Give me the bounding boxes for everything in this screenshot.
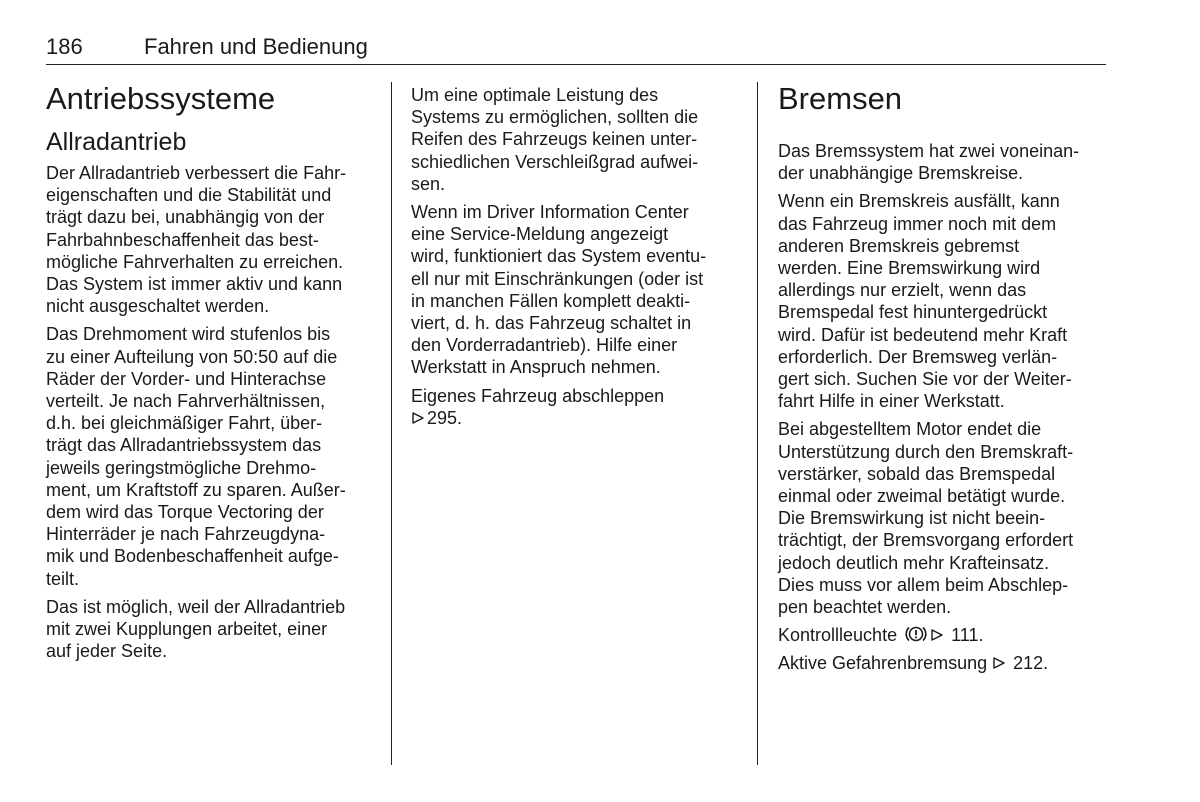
page-reference-arrow-icon (930, 628, 944, 642)
column-3 (778, 80, 1106, 681)
paragraph: Wenn im Driver Information Center eine Service-Meldung angezeigt wird, funktioniert das System eventu- ell nur mit Einschränkungen (oder ist in manchen Fällen komplett deakti- viert, d. h. das Fahrzeug schaltet in den Vorderradantrieb). Hilfe einer Werkstatt in Anspruch nehmen. (411, 202, 707, 378)
page-reference: 212. (1013, 653, 1049, 674)
column-2 (411, 84, 746, 435)
column-1 (46, 80, 381, 668)
brake-warning-icon (904, 624, 928, 644)
column-divider-2 (757, 82, 758, 765)
paragraph: Bei abgestelltem Motor endet die Unterstützung durch den Bremskraft- verstärker, sobald das Bremspedal einmal oder zweimal betätigt wurde. Die Bremswirkung ist nicht beein- trächtigt, der Bremsvorgang erfordert jedoch deutlich mehr Krafteinsatz. Dies muss vor allem beim Abschlep- pen beachtet werden. (778, 419, 1074, 618)
page-reference: 111. (951, 625, 984, 646)
cross-reference-kontrollleuchte[interactable]: Kontrollleuchte 111. (778, 625, 984, 646)
cross-reference-abschleppen[interactable]: Eigenes Fahrzeug abschleppen 295. (411, 385, 665, 428)
heading-antriebssysteme: Antriebssysteme (46, 81, 276, 116)
header-rule (46, 64, 1106, 65)
page-reference: 295. (427, 407, 463, 428)
page-number: 186 (46, 34, 83, 59)
paragraph: Der Allradantrieb verbessert die Fahr- eigenschaften und die Stabilität und trägt dazu bei, unabhängig von der Fahrbahnbeschaffenheit das best- mögliche Fahrverhalten zu erreichen. Das System ist immer aktiv und kann nicht ausgeschaltet werden. (46, 163, 347, 317)
paragraph: Wenn ein Bremskreis ausfällt, kann das Fahrzeug immer noch mit dem anderen Bremskreis gebremst werden. Eine Bremswirkung wird allerdings nur erzielt, wenn das Bremspedal fest hinuntergedrückt wird. Dafür ist bedeutend mehr Kraft erforderlich. Der Bremsweg verlän- gert sich. Suchen Sie vor der Weiter- fahrt Hilfe in einer Werkstatt. (778, 191, 1072, 412)
section-title: Fahren und Bedienung (144, 34, 368, 59)
heading-bremsen: Bremsen (778, 81, 903, 116)
page-header (46, 34, 1106, 66)
cross-reference-gefahrenbremsung[interactable]: Aktive Gefahrenbremsung 212. (778, 653, 1049, 674)
page-reference-arrow-icon (411, 411, 425, 425)
paragraph: Um eine optimale Leistung des Systems zu ermöglichen, sollten die Reifen des Fahrzeugs keinen unter- schiedlichen Verschleißgrad aufwei- sen. (411, 85, 699, 194)
subheading-allradantrieb: Allradantrieb (46, 128, 187, 156)
paragraph: Das ist möglich, weil der Allradantrieb mit zwei Kupplungen arbeitet, einer auf jeder Seite. (46, 596, 346, 662)
paragraph: Das Bremssystem hat zwei voneinan- der unabhängige Bremskreise. (778, 141, 1080, 184)
page-reference-arrow-icon (992, 656, 1006, 670)
paragraph: Das Drehmoment wird stufenlos bis zu einer Aufteilung von 50:50 auf die Räder der Vorder- und Hinterachse verteilt. Je nach Fahrverhältnissen, d.h. bei gleichmäßiger Fahrt, über- trägt das Allradantriebssystem das jeweils geringstmögliche Drehmo- ment, um Kraftstoff zu sparen. Außer- dem wird das Torque Vectoring der Hinterräder je nach Fahrzeugdyna- mik und Bodenbeschaffenheit aufge- teilt. (46, 324, 346, 589)
column-divider-1 (391, 82, 392, 765)
